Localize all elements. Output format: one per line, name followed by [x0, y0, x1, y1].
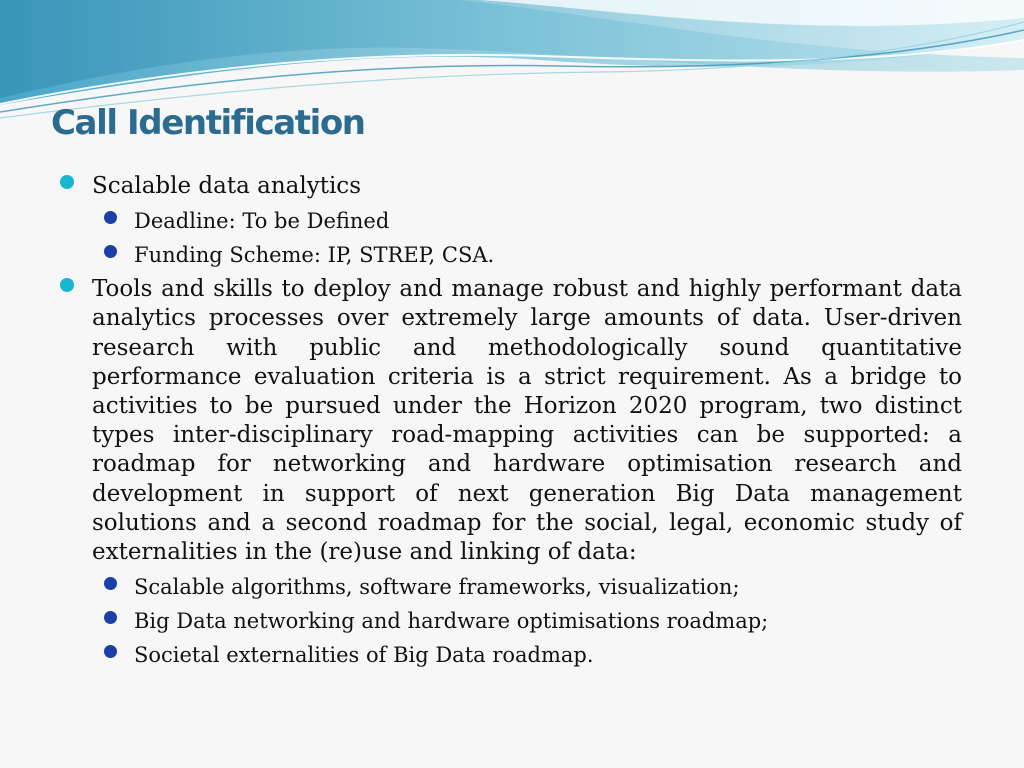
sub-bullet-item-2-3 — [60, 641, 962, 670]
sub-bullet-icon — [104, 577, 117, 590]
sub-bullet-item-1-2 — [60, 241, 962, 270]
sub-bullet-text: Deadline: To be Defined — [134, 209, 390, 234]
bullet-list — [60, 172, 962, 675]
bullet-icon — [60, 175, 74, 189]
bullet-icon — [60, 278, 74, 292]
sub-bullet-item-2-1 — [60, 573, 962, 602]
slide-title: Call Identification — [51, 103, 365, 143]
sub-bullet-text: Scalable algorithms, software frameworks, visualization; — [134, 575, 740, 600]
sub-bullet-text: Funding Scheme: IP, STREP, CSA. — [134, 243, 495, 268]
sub-bullet-icon — [104, 611, 117, 624]
bullet-item-1 — [60, 172, 962, 201]
sub-bullet-text: Societal externalities of Big Data roadmap. — [134, 643, 594, 668]
sub-bullet-item-1-1 — [60, 207, 962, 236]
sub-bullet-item-2-2 — [60, 607, 962, 636]
bullet-text: Scalable data analytics — [92, 173, 361, 199]
sub-bullet-text: Big Data networking and hardware optimisations roadmap; — [134, 609, 769, 634]
bullet-text: Tools and skills to deploy and manage robust and highly performant data analytics processes over extremely large amounts of data. User-driven research with public and methodologically sound quantitative performance evaluation criteria is a strict requirement. As a bridge to activities to be pursued under the Horizon 2020 program, two distinct types inter-disciplinary road-mapping activities can be supported: a roadmap for networking and hardware optimisation research and development in support of next generation Big Data management solutions and a second roadmap for the social, legal, economic study of externalities in the (re)use and linking of data: — [92, 276, 962, 566]
sub-bullet-icon — [104, 245, 117, 258]
sub-bullet-icon — [104, 645, 117, 658]
bullet-item-2 — [60, 275, 962, 567]
sub-bullet-icon — [104, 211, 117, 224]
